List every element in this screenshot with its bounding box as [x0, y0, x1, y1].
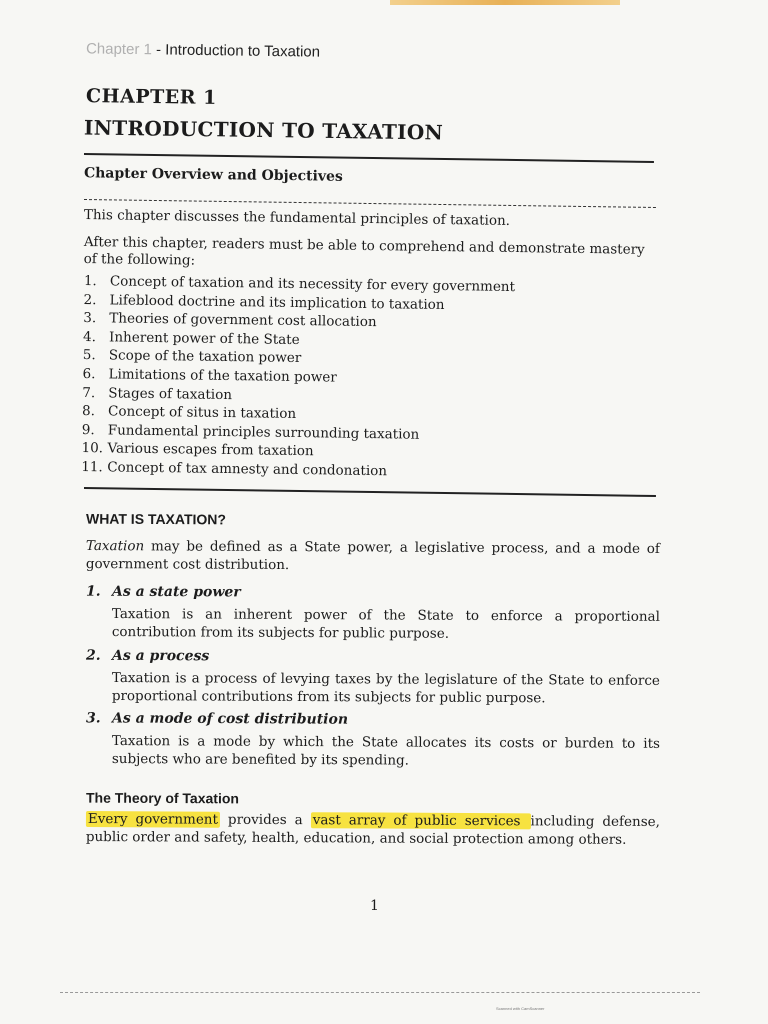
- running-header-chapter: Chapter 1: [85, 40, 152, 59]
- list-item: 7. Stages of taxation: [82, 384, 233, 403]
- theory-heading: The Theory of Taxation: [85, 789, 240, 807]
- list-item: 11. Concept of tax amnesty and condonation: [81, 458, 388, 480]
- top-edge-mark: [390, 0, 620, 5]
- list-item: 6. Limitations of the taxation power: [82, 365, 337, 386]
- item-heading-state-power: 1. As a state power: [85, 583, 241, 601]
- overview-intro: This chapter discusses the fundamental principles of taxation.: [83, 207, 511, 229]
- objectives-list: [81, 272, 644, 484]
- definition-text: may be defined as a State power, a legislative process, and a mode of government cost distribution.: [85, 538, 660, 574]
- highlight-public-services: vast array of public services: [312, 812, 529, 830]
- list-item: 10. Various escapes from taxation: [81, 440, 314, 460]
- overview-lead: After this chapter, readers must be able to comprehend and demonstrate mastery of the following:: [83, 234, 645, 269]
- definition-term: Taxation: [85, 538, 145, 555]
- title-rule: [84, 153, 654, 163]
- page-number: 1: [370, 898, 379, 914]
- running-header: [86, 40, 320, 60]
- theory-text: Every government provides a vast array of public services including defense, public order and safety, health, education, and social protection among others.: [85, 811, 660, 848]
- item-heading-process: 2. As a process: [85, 647, 210, 665]
- running-header-title: Introduction to Taxation: [165, 41, 321, 61]
- list-item: 4. Inherent power of the State: [82, 328, 300, 348]
- taxation-definition: [86, 537, 660, 576]
- bottom-scan-edge: [60, 992, 700, 993]
- list-item: 1. Concept of taxation and its necessity for every government: [83, 272, 516, 296]
- item-heading-cost-distribution: 3. As a mode of cost distribution: [85, 710, 349, 728]
- item-text-state-power: Taxation is an inherent power of the State to enforce a proportional contribution from its subjects for public purpose.: [111, 606, 660, 642]
- item-text-process: Taxation is a process of levying taxes by the legislature of the State to enforce proportional contributions from its subjects for public purpose.: [111, 670, 660, 707]
- list-item: 9. Fundamental principles surrounding taxation: [81, 421, 420, 443]
- item-text-cost-distribution: Taxation is a mode by which the State allocates its costs or burden to its subjects who are benefited by its spending.: [111, 733, 660, 769]
- chapter-number: CHAPTER 1: [85, 85, 218, 109]
- running-header-separator: -: [151, 41, 166, 59]
- scanner-watermark: Scanned with CamScanner: [496, 1006, 545, 1011]
- list-item: 3. Theories of government cost allocation: [83, 310, 377, 331]
- chapter-title: INTRODUCTION TO TAXATION: [83, 115, 444, 145]
- list-item: 8. Concept of situs in taxation: [81, 403, 297, 423]
- what-is-taxation-heading: WHAT IS TAXATION?: [85, 510, 227, 528]
- objectives-rule: [84, 487, 656, 497]
- list-item: 2. Lifeblood doctrine and its implication to taxation: [83, 291, 445, 313]
- list-item: 5. Scope of the taxation power: [82, 347, 302, 367]
- overview-heading: Chapter Overview and Objectives: [83, 165, 343, 185]
- highlight-every-government: Every government: [87, 811, 218, 828]
- overview-dashed-rule: [84, 199, 656, 208]
